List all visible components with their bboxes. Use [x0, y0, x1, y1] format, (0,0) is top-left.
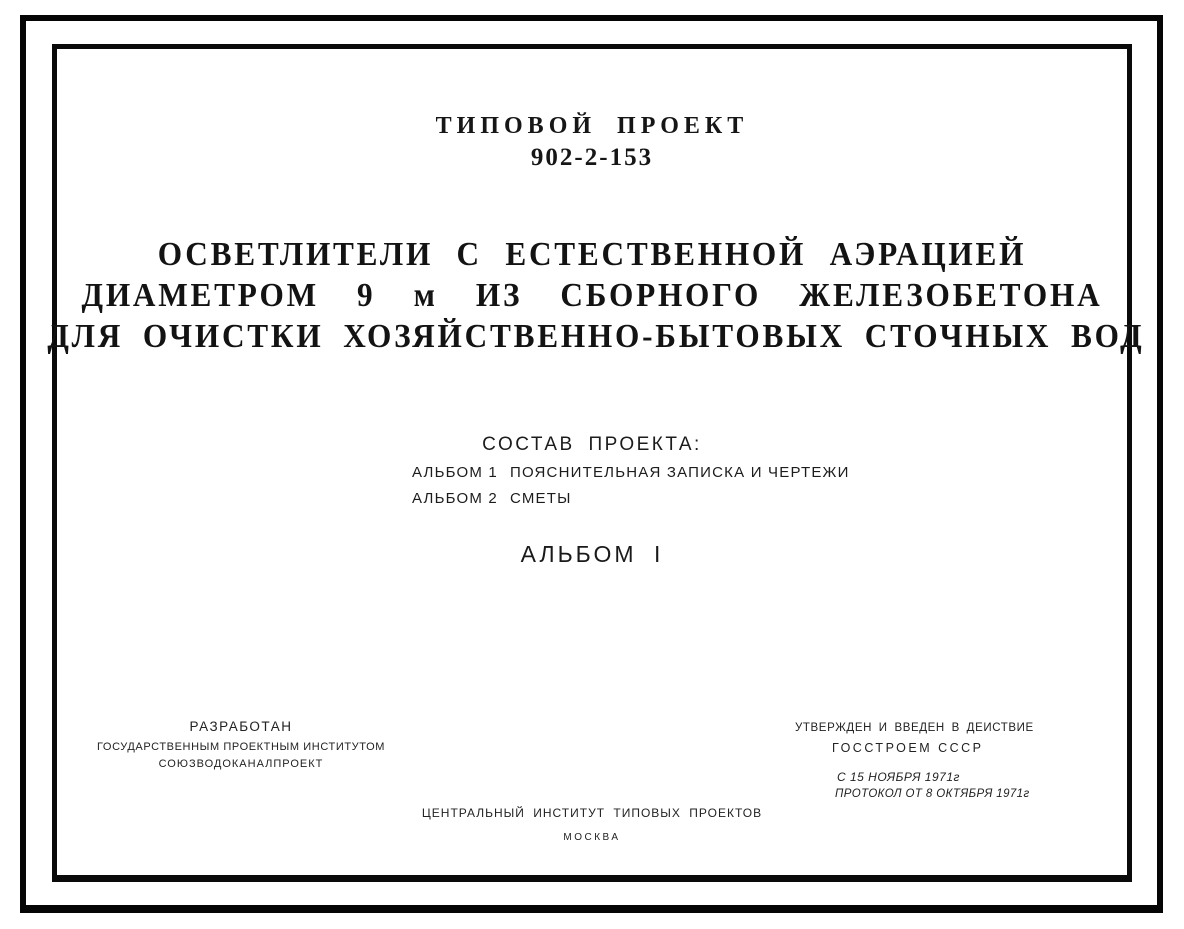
album-1-label: АЛЬБОМ 1	[412, 464, 498, 481]
main-title-line-2: ДИАМЕТРОМ 9 м ИЗ СБОРНОГО ЖЕЛЕЗОБЕТОНА	[81, 277, 1103, 314]
composition-row-album-1	[412, 464, 850, 481]
album-1-description: ПОЯСНИТЕЛЬНАЯ ЗАПИСКА И ЧЕРТЕЖИ	[510, 464, 850, 481]
document-number: 902-2-153	[530, 144, 654, 171]
composition-heading: СОСТАВ ПРОЕКТА:	[482, 434, 702, 455]
publisher-name: ЦЕНТРАЛЬНЫЙ ИНСТИТУТ ТИПОВЫХ ПРОЕКТОВ	[421, 806, 763, 820]
developed-by-institute: ГОСУДАРСТВЕННЫМ ПРОЕКТНЫМ ИНСТИТУТОМ	[96, 741, 385, 753]
developed-by-status: РАЗРАБОТАН	[189, 719, 293, 734]
developed-by-institute-name: СОЮЗВОДОКАНАЛПРОЕКТ	[158, 758, 324, 770]
main-title-line-3: ДЛЯ ОЧИСТКИ ХОЗЯЙСТВЕННО-БЫТОВЫХ СТОЧНЫХ ВОД	[47, 318, 1145, 355]
approval-protocol-date: ПРОТОКОЛ ОТ 8 ОКТЯБРЯ 1971г	[835, 788, 1030, 800]
main-title-line-1: ОСВЕТЛИТЕЛИ С ЕСТЕСТВЕННОЙ АЭРАЦИЕЙ	[157, 236, 1027, 273]
approval-status: УТВЕРЖДЕН И ВВЕДЕН В ДЕИСТВИЕ	[795, 722, 1034, 734]
document-kind-heading: ТИПОВОЙ ПРОЕКТ	[435, 113, 749, 139]
developed-by-block	[96, 719, 386, 770]
main-title	[0, 234, 1184, 357]
publisher-city: МОСКВА	[563, 832, 621, 843]
approval-effective-date: С 15 НОЯБРЯ 1971г	[837, 770, 960, 784]
approval-block	[795, 722, 1055, 800]
approval-authority: ГОССТРОЕМ СССР	[832, 741, 984, 755]
composition-row-album-2	[412, 490, 850, 507]
album-2-label: АЛЬБОМ 2	[412, 490, 498, 507]
album-2-description: СМЕТЫ	[510, 490, 572, 507]
current-album-label: АЛЬБОМ I	[520, 541, 664, 567]
composition-list	[412, 464, 850, 516]
